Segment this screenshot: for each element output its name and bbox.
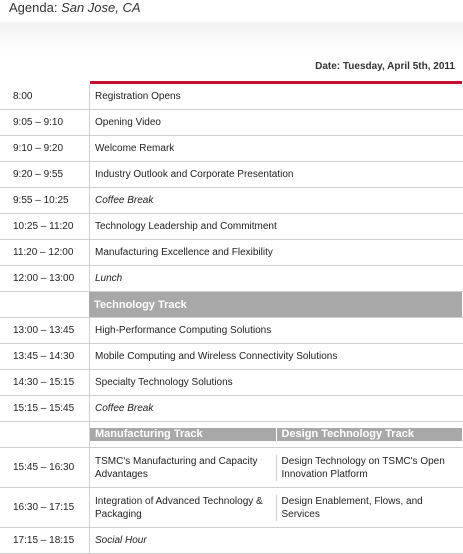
session-cell: High-Performance Computing Solutions: [89, 318, 462, 343]
track-header-row: [0, 292, 463, 318]
session-cell: Registration Opens: [89, 84, 462, 109]
session-cell-left: TSMC's Manufacturing and Capacity Advantages: [95, 455, 258, 480]
table-row: [0, 370, 463, 396]
time-cell: 13:45 – 14:30: [13, 351, 75, 362]
table-row: [0, 110, 463, 136]
table-row: [0, 488, 463, 528]
time-cell: 13:00 – 13:45: [13, 325, 75, 336]
session-cell: Manufacturing Excellence and Flexibility: [89, 240, 462, 265]
table-row: [0, 188, 463, 214]
session-cell: Welcome Remark: [89, 136, 462, 161]
time-cell: 9:20 – 9:55: [13, 169, 64, 180]
track-header-manufacturing: Manufacturing Track: [90, 428, 276, 441]
track-header: Technology Track: [89, 292, 462, 317]
time-cell: 14:30 – 15:15: [13, 377, 75, 388]
session-cell-right: Design Technology on TSMC's Open Innovation Platform: [276, 455, 463, 481]
time-cell: 15:45 – 16:30: [13, 462, 75, 473]
time-cell: 9:55 – 10:25: [13, 195, 69, 206]
time-cell: 9:10 – 9:20: [13, 143, 64, 154]
session-cell-left: Integration of Advanced Technology & Packaging: [95, 495, 263, 520]
session-cell: Mobile Computing and Wireless Connectivity Solutions: [89, 344, 462, 369]
time-cell: 10:25 – 11:20: [13, 221, 74, 232]
table-row: [0, 214, 463, 240]
time-cell: 12:00 – 13:00: [13, 273, 75, 284]
table-row: [0, 318, 463, 344]
session-cell: Specialty Technology Solutions: [89, 370, 462, 395]
header-shadow: [0, 22, 463, 52]
session-cell: Industry Outlook and Corporate Presentation: [89, 162, 462, 187]
track-header-design: Design Technology Track: [276, 428, 463, 441]
time-cell: 16:30 – 17:15: [13, 502, 75, 513]
table-row: [0, 448, 463, 488]
session-cell: Opening Video: [89, 110, 462, 135]
table-row: [0, 396, 463, 422]
time-cell: 11:20 – 12:00: [13, 247, 74, 258]
table-row: [0, 84, 463, 110]
table-row: [0, 240, 463, 266]
agenda-table: [0, 84, 463, 554]
session-cell: Lunch: [89, 266, 462, 291]
session-cell: Coffee Break: [89, 396, 462, 421]
time-cell: 8:00: [13, 91, 33, 102]
session-cell: Technology Leadership and Commitment: [89, 214, 462, 239]
table-row: [0, 528, 463, 554]
time-cell: 17:15 – 18:15: [13, 535, 75, 546]
agenda-prefix: Agenda:: [9, 0, 58, 15]
split-session: [89, 448, 462, 487]
table-row: [0, 162, 463, 188]
split-session: [89, 422, 462, 447]
time-cell: 9:05 – 9:10: [13, 117, 64, 128]
time-cell: [0, 422, 89, 447]
session-cell: Social Hour: [89, 528, 462, 553]
split-session: [89, 488, 462, 527]
page-title: [9, 0, 141, 15]
track-header-row: [0, 422, 463, 448]
event-date: Date: Tuesday, April 5th, 2011: [315, 61, 455, 72]
session-cell-right: Design Enablement, Flows, and Services: [276, 495, 463, 521]
time-cell: [0, 292, 89, 317]
table-row: [0, 344, 463, 370]
table-row: [0, 266, 463, 292]
time-cell: 15:15 – 15:45: [13, 403, 75, 414]
session-cell: Coffee Break: [89, 188, 462, 213]
agenda-location: San Jose, CA: [61, 0, 141, 15]
table-row: [0, 136, 463, 162]
